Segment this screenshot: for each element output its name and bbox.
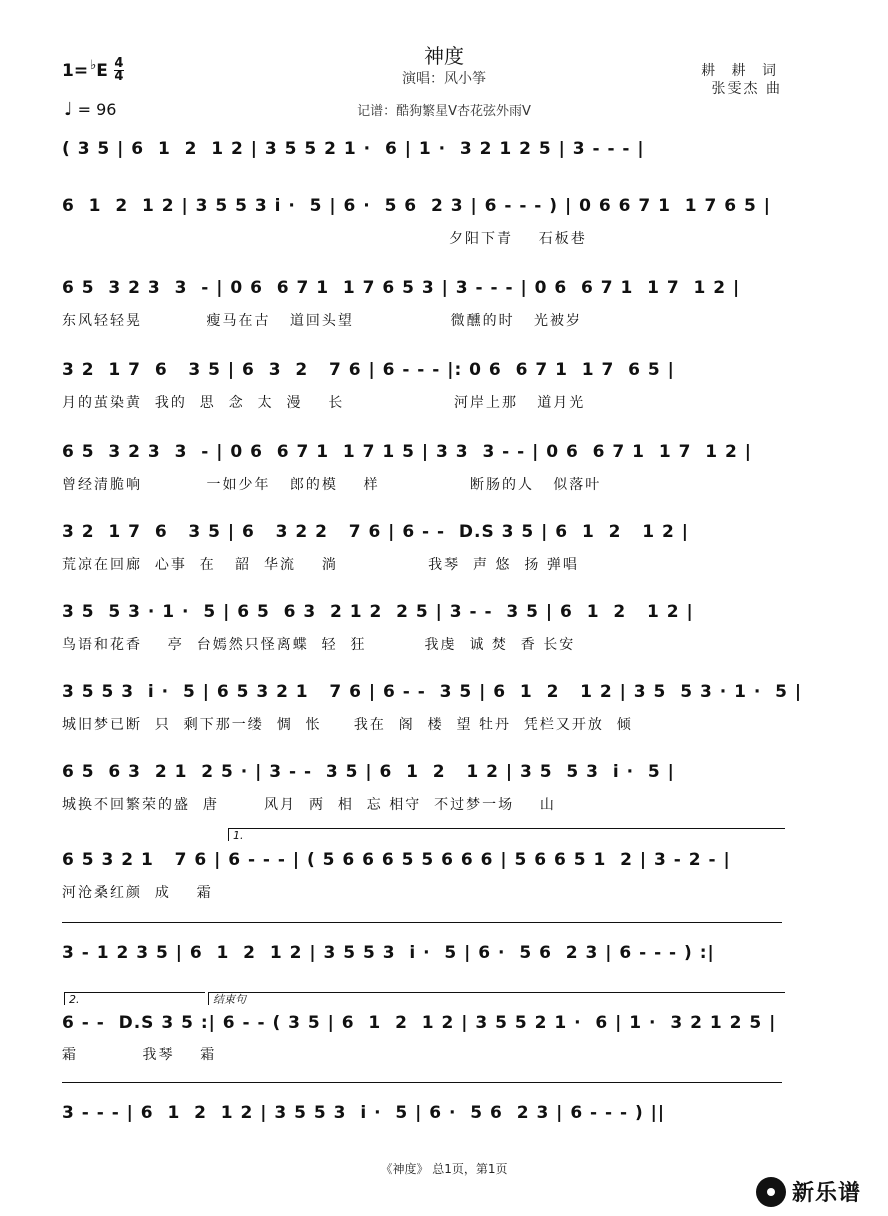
lyric-row: 东风轻轻晃 瘦马在古 道回头望 微醺的时 光被岁 xyxy=(62,313,582,329)
tempo-marking xyxy=(64,99,116,120)
notation-row: 3 5 5 3 · 1 · 5 | 6 5 6 3 2 1 2 2 5 | 3 - - 3 5 | 6 1 2 1 2 | xyxy=(62,602,694,622)
notation-row: 3 2 1 7 6 3 5 | 6 3 2 7 6 | 6 - - - |: 0 6 6 7 1 1 7 6 5 | xyxy=(62,360,675,380)
song-title: 神度 xyxy=(424,44,464,68)
tempo-value: = 96 xyxy=(77,100,117,119)
time-bottom: 4 xyxy=(114,69,124,84)
transcriber-credit: 记谱：酷狗繁星V杏花弦外雨V xyxy=(357,104,531,119)
key-signature xyxy=(62,58,124,83)
time-top: 4 xyxy=(114,56,124,71)
brand-logo xyxy=(756,1176,861,1207)
time-signature xyxy=(114,58,124,83)
lyric-row: 城换不回繁荣的盛 唐 风月 两 相 忘 相守 不过梦一场 山 xyxy=(62,797,556,813)
notation-row: ( 3 5 | 6 1 2 1 2 | 3 5 5 2 1 · 6 | 1 · 3 2 1 2 5 | 3 - - - | xyxy=(62,139,645,159)
notation-row: 6 5 3 2 1 7 6 | 6 - - - | ( 5 6 6 6 5 5 6 6 6 | 5 6 6 5 1 2 | 3 - 2 - | xyxy=(62,850,731,870)
page-footer: 《神度》 总1页，第1页 xyxy=(380,1162,508,1176)
brand-name: 新乐谱 xyxy=(792,1181,862,1206)
notation-row: 6 5 3 2 3 3 - | 0 6 6 7 1 1 7 1 5 | 3 3 3 - - | 0 6 6 7 1 1 7 1 2 | xyxy=(62,442,752,462)
first-ending-bracket: 1. xyxy=(228,828,785,841)
lyric-row: 河沧桑红颜 成 霜 xyxy=(62,885,213,901)
lyric-row: 曾经清脆响 一如少年 郎的模 样 断肠的人 似落叶 xyxy=(62,477,602,493)
ending-phrase-bracket: 结束句 xyxy=(208,992,785,1005)
notation-row: 6 - - D.S 3 5 :| 6 - - ( 3 5 | 6 1 2 1 2 | 3 5 5 2 1 · 6 | 1 · 3 2 1 2 5 | xyxy=(62,1013,777,1033)
lyric-row: 月的茧染黄 我的 思 念 太 漫 长 河岸上那 道月光 xyxy=(62,395,586,411)
lyric-row: 城旧梦已断 只 剩下那一缕 惆 怅 我在 阁 楼 望 牡丹 凭栏又开放 倾 xyxy=(62,717,633,733)
second-ending-bracket: 2. xyxy=(64,992,205,1005)
key-prefix: 1= xyxy=(62,60,89,81)
notation-row: 6 1 2 1 2 | 3 5 5 3 i · 5 | 6 · 5 6 2 3 | 6 - - - ) | 0 6 6 7 1 1 7 6 5 | xyxy=(62,196,771,216)
quarter-note-icon: ♩ xyxy=(64,99,73,120)
lyricist: 耕 耕 词 xyxy=(701,63,782,79)
record-disc-icon xyxy=(756,1177,786,1207)
lyric-row: 荒凉在回廊 心事 在 韶 华流 淌 我琴 声 悠 扬 弹唱 xyxy=(62,557,579,573)
key-note: E xyxy=(96,60,108,81)
notation-row: 3 - - - | 6 1 2 1 2 | 3 5 5 3 i · 5 | 6 · 5 6 2 3 | 6 - - - ) || xyxy=(62,1103,666,1123)
credits xyxy=(701,62,782,98)
divider-line xyxy=(62,1082,782,1084)
notation-row: 6 5 3 2 3 3 - | 0 6 6 7 1 1 7 6 5 3 | 3 - - - | 0 6 6 7 1 1 7 1 2 | xyxy=(62,278,741,298)
lyric-row: 鸟语和花香 亭 台嫣然只怪离蝶 轻 狂 我虔 诚 焚 香 长安 xyxy=(62,637,576,653)
lyric-row: 夕阳下青 石板巷 xyxy=(62,231,587,247)
singer-credit: 演唱：风小筝 xyxy=(402,71,486,87)
notation-row: 3 5 5 3 i · 5 | 6 5 3 2 1 7 6 | 6 - - 3 5 | 6 1 2 1 2 | 3 5 5 3 · 1 · 5 | xyxy=(62,682,803,702)
composer: 张雯杰 曲 xyxy=(711,81,782,97)
flat-symbol: ♭ xyxy=(90,58,97,73)
divider-line xyxy=(62,922,782,924)
notation-row: 6 5 6 3 2 1 2 5 · | 3 - - 3 5 | 6 1 2 1 2 | 3 5 5 3 i · 5 | xyxy=(62,762,675,782)
notation-row: 3 - 1 2 3 5 | 6 1 2 1 2 | 3 5 5 3 i · 5 | 6 · 5 6 2 3 | 6 - - - ) :| xyxy=(62,943,715,963)
lyric-row: 霜 我琴 霜 xyxy=(62,1047,217,1063)
notation-row: 3 2 1 7 6 3 5 | 6 3 2 2 7 6 | 6 - - D.S 3 5 | 6 1 2 1 2 | xyxy=(62,522,689,542)
